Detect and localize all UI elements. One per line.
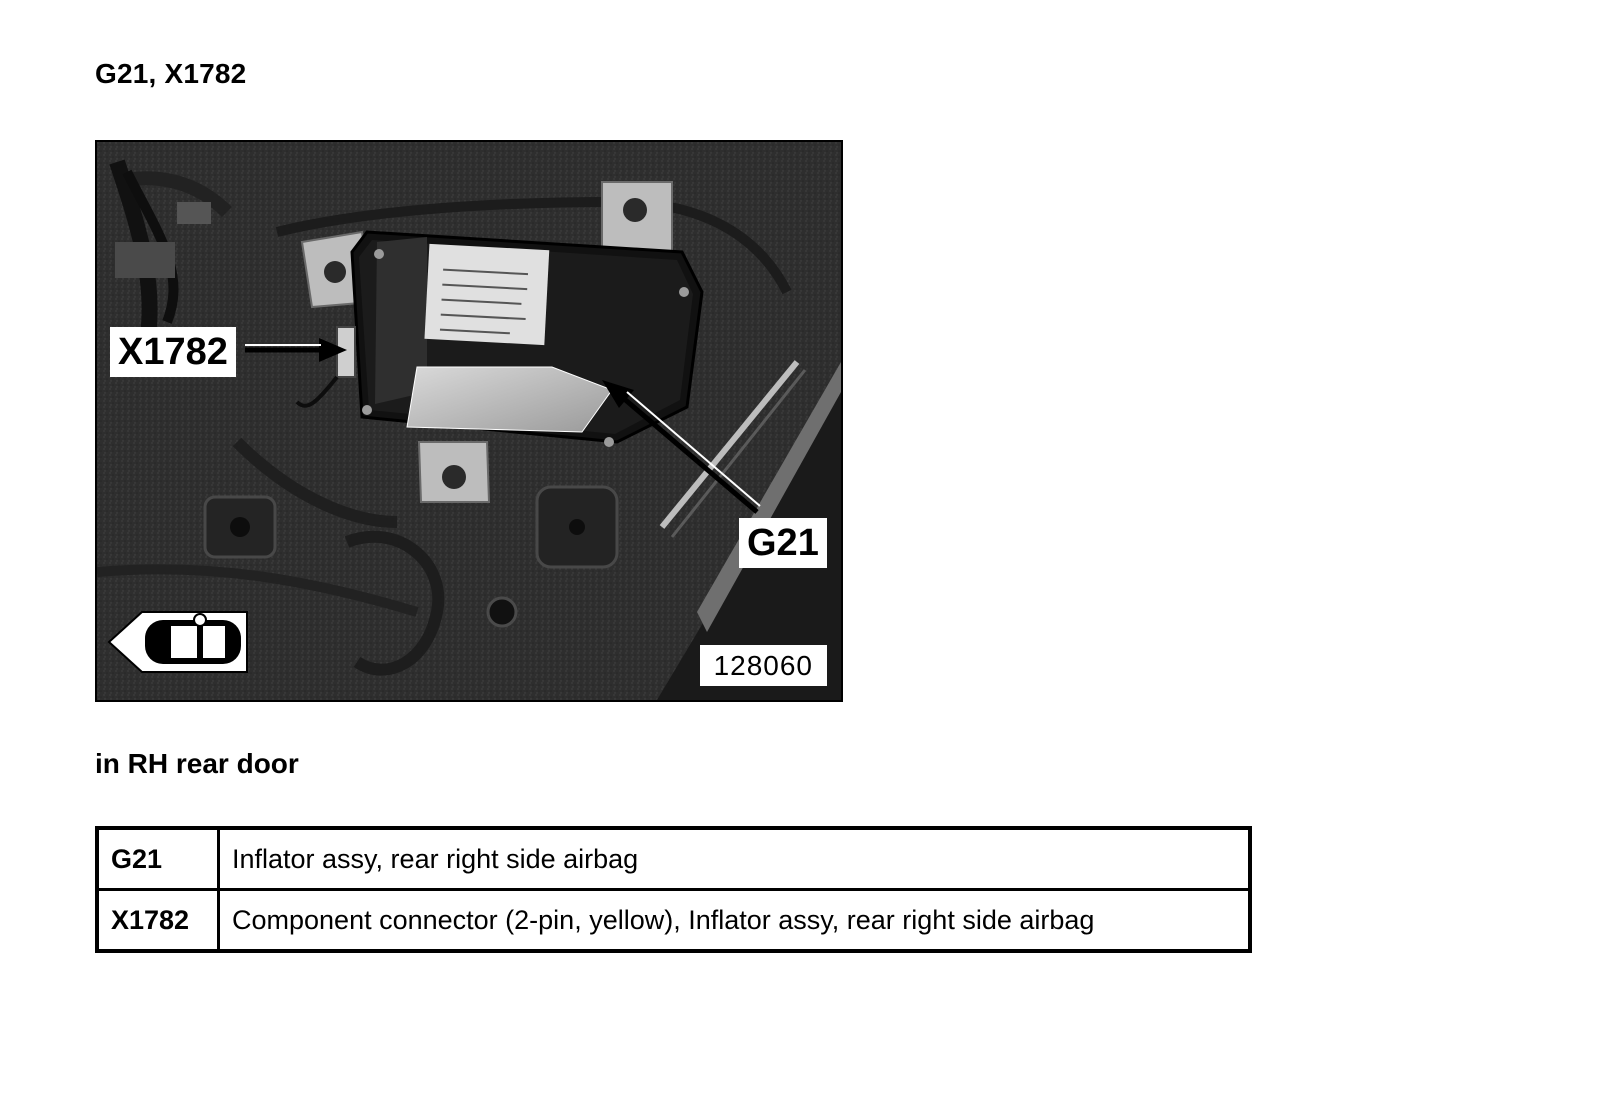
table-row (97, 828, 1250, 890)
table-row (97, 890, 1250, 952)
component-description: Component connector (2-pin, yellow), Inflator assy, rear right side airbag (219, 890, 1251, 952)
connector-callout-label: X1782 (110, 327, 236, 377)
airbag-callout-label: G21 (739, 518, 827, 568)
component-legend-table (95, 826, 1252, 953)
component-description: Inflator assy, rear right side airbag (219, 828, 1251, 890)
door-panel-illustration (97, 142, 841, 700)
page-title: G21, X1782 (95, 58, 247, 89)
component-code: G21 (97, 828, 219, 890)
component-location-photo (95, 140, 843, 702)
location-caption: in RH rear door (95, 748, 299, 779)
component-code: X1782 (97, 890, 219, 952)
figure-number: 128060 (700, 645, 827, 686)
